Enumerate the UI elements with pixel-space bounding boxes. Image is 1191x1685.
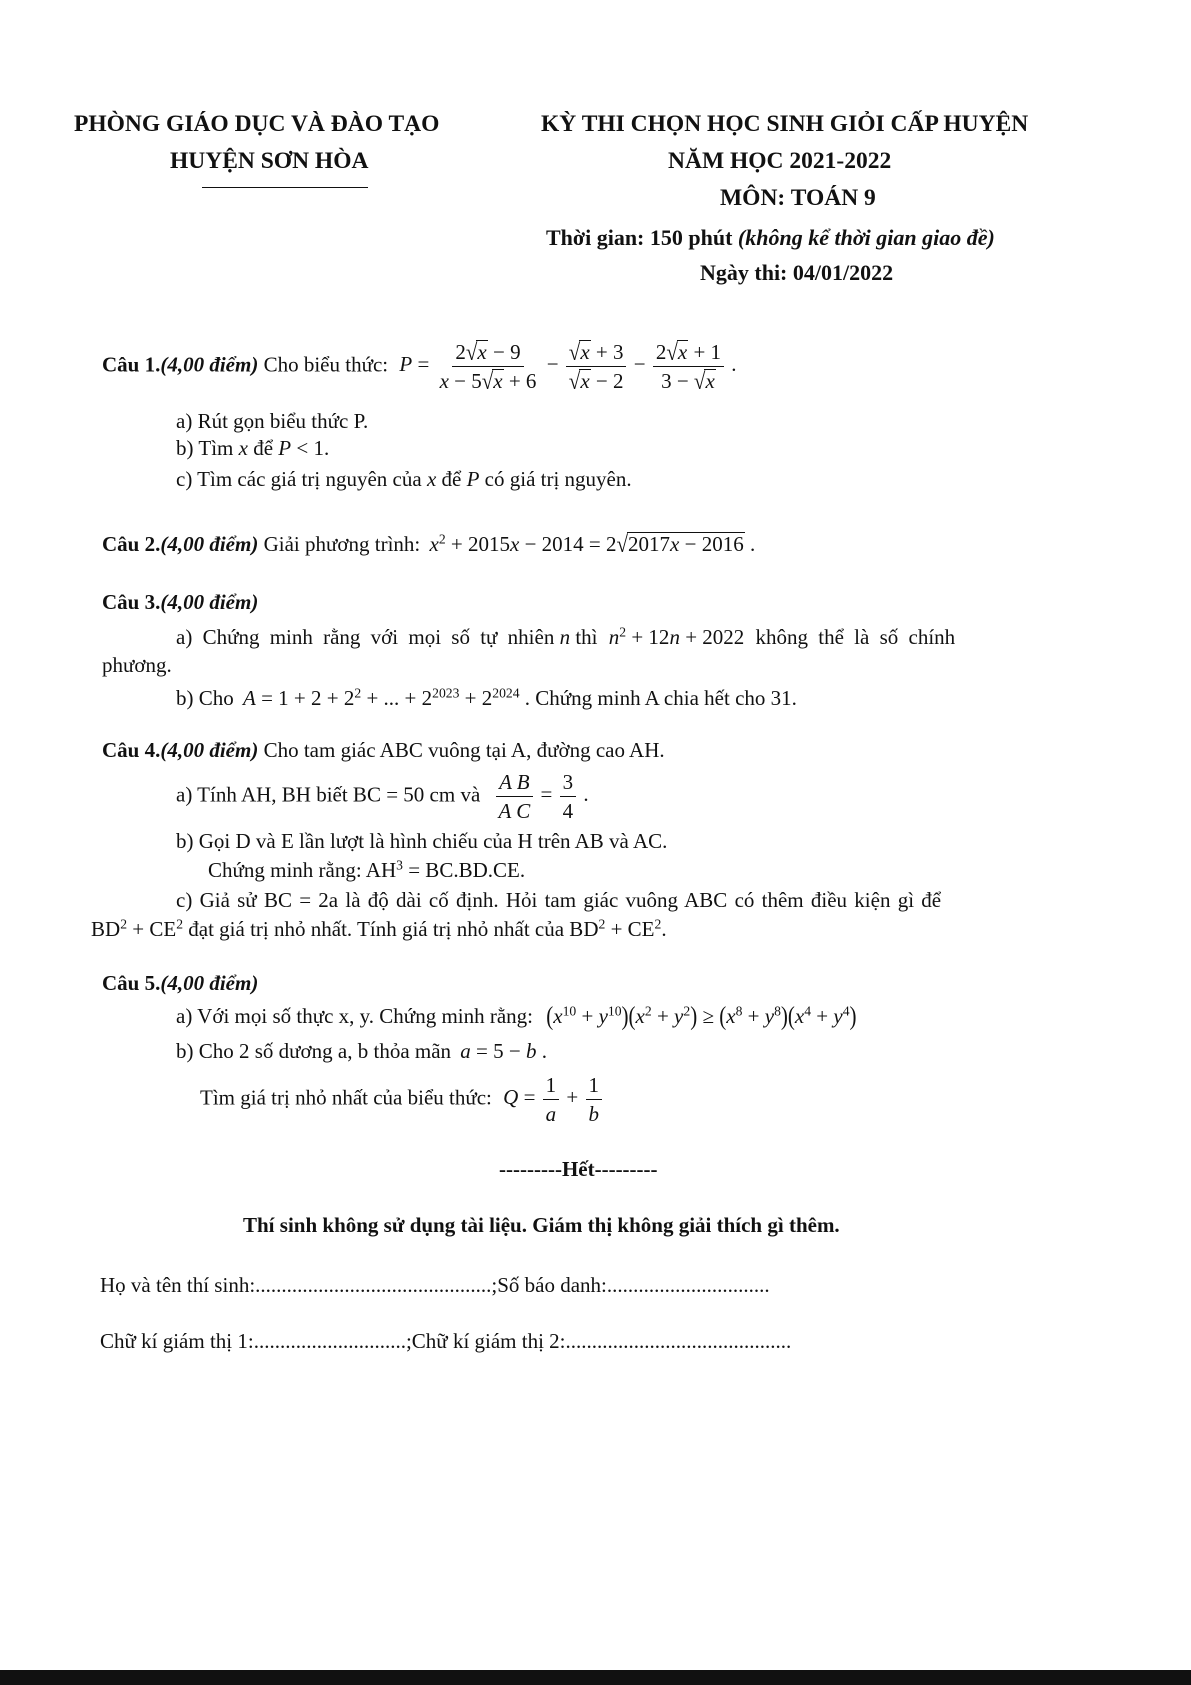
q3-label: Câu 3.: [102, 590, 161, 614]
q1-line: [102, 340, 737, 393]
candidate-name-line: Họ và tên thí sinh:.............................................;Số báo danh:...............................: [100, 1273, 770, 1297]
district-name: HUYỆN SƠN HÒA: [170, 148, 369, 174]
q4-c2-d: + CE: [605, 917, 655, 941]
q5-part-c: [200, 1073, 604, 1126]
q2-points: (4,00 điểm): [160, 532, 259, 556]
q5-part-a: [176, 1000, 857, 1031]
q3-points: (4,00 điểm): [160, 590, 259, 614]
q1-part-a: a) Rút gọn biểu thức P.: [176, 409, 369, 433]
q3-part-a: a) Chứng minh rằng với mọi số tự nhiên n thì $n^2 + 12n + 2022$ không thể là số chính: [176, 624, 956, 649]
q3-part-a-cont: phương.: [102, 653, 172, 677]
q2-lead: Giải phương trình:: [263, 532, 421, 556]
q5-a-pre: a) Với mọi số thực x, y. Chứng minh rằng:: [176, 1004, 534, 1028]
q5-c-pre: Tìm giá trị nhỏ nhất của biểu thức:: [200, 1085, 492, 1110]
q1-lead: Cho biểu thức:: [263, 352, 389, 377]
q3-b-expr: $A = 1 + 2 + 2^2$ + ... + $2^{2023} + 2^{2024}$: [243, 685, 520, 710]
q4-part-b2: Chứng minh rằng: $AH^3 = BC.BD.CE$.: [208, 857, 526, 882]
exam-time: [546, 225, 995, 251]
q1-b-mid: để: [253, 436, 274, 460]
q4-c2-c: đạt giá trị nhỏ nhất. Tính giá trị nhỏ nhất của BD: [183, 917, 599, 941]
q2-line: [102, 532, 755, 557]
q4-c2-e: .: [661, 917, 667, 941]
q4-lead: Cho tam giác ABC vuông tại A, đường cao AH.: [263, 738, 665, 762]
q2-equation: $x^2 + 2015x - 2014 = 2√2017x - 2016$ .: [429, 530, 756, 558]
q5-label: Câu 5.: [102, 971, 161, 995]
q5-b-pre: b) Cho 2 số dương a, b thỏa mãn: [176, 1039, 452, 1063]
supervisor-sign-line: Chữ kí giám thị 1:.............................;Chữ kí giám thị 2:...........................................: [100, 1329, 792, 1353]
q5-part-b: [176, 1039, 547, 1064]
q3-b-end: . Chứng minh A chia hết cho 31.: [524, 686, 797, 710]
q1-part-b: b) Tìm x để P < 1.: [176, 436, 330, 460]
header-divider: [202, 187, 368, 188]
q1-b-pre: b) Tìm: [176, 436, 234, 460]
q5-b-cond: a = 5 − b .: [460, 1039, 547, 1063]
q5-header: [102, 971, 258, 996]
q4-b2-pre: Chứng minh rằng: AH: [208, 858, 397, 882]
q3-part-b: [176, 686, 797, 711]
q4-c2-b: + CE: [127, 917, 177, 941]
q4-part-c1: c) Giả sử BC = 2a là độ dài cố định. Hỏi tam giác vuông ABC có thêm điều kiện gì để: [176, 888, 942, 912]
q1-label: Câu 1.: [102, 352, 161, 377]
q4-points: (4,00 điểm): [160, 738, 259, 762]
q1-c-pre: c) Tìm các giá trị nguyên của: [176, 467, 422, 491]
q4-part-c2: $BD^2 + CE^2$ đạt giá trị nhỏ nhất. Tính giá trị nhỏ nhất của $BD^2 + CE^2$.: [91, 916, 667, 941]
time-label: Thời gian: 150 phút: [546, 225, 733, 250]
time-note: (không kể thời gian giao đề): [737, 225, 995, 250]
q4-a-pre: a) Tính AH, BH biết BC = 50 cm và: [176, 782, 481, 807]
q4-label: Câu 4.: [102, 738, 161, 762]
end-marker: ---------Hết---------: [499, 1157, 658, 1181]
q1-c-end: có giá trị nguyên.: [484, 467, 632, 491]
candidate-note: Thí sinh không sử dụng tài liệu. Giám thị không giải thích gì thêm.: [243, 1213, 840, 1237]
exam-date: Ngày thi: 04/01/2022: [700, 260, 894, 285]
q2-label: Câu 2.: [102, 532, 161, 556]
q1-part-c: c) Tìm các giá trị nguyên của x để P có giá trị nguyên.: [176, 467, 632, 491]
q4-b2-end: = BC.BD.CE.: [402, 858, 526, 882]
q5-a-inequality: $(x^{10} + y^{10})(x^2 + y^2) \ge (x^8 + y^8)(x^4 + y^4)$: [546, 1000, 857, 1031]
q5-c-expr: Q = $\frac{1}{a}$ + $\frac{1}{b}$: [503, 1085, 604, 1109]
page-bottom-border: [0, 1670, 1191, 1685]
q4-a-ratio: $\frac{\text{A B}}{\text{A C}}$ = $\frac{3}{4}$ .: [494, 782, 589, 806]
q4-part-b1: b) Gọi D và E lần lượt là hình chiếu của H trên AB và AC.: [176, 829, 668, 853]
q3-b-pre: b) Cho: [176, 686, 234, 710]
subject: MÔN: TOÁN 9: [720, 185, 876, 211]
dept-name: PHÒNG GIÁO DỤC VÀ ĐÀO TẠO: [74, 111, 440, 137]
q3-a-pre: a) Chứng minh rằng với mọi số tự nhiên: [176, 625, 555, 649]
school-year: NĂM HỌC 2021-2022: [668, 148, 892, 174]
q4-c2-a: BD: [91, 917, 121, 941]
q5-points: (4,00 điểm): [160, 971, 259, 995]
exam-title: KỲ THI CHỌN HỌC SINH GIỎI CẤP HUYỆN: [541, 111, 1029, 137]
q4-part-a: [176, 770, 589, 823]
q1-points: (4,00 điểm): [160, 352, 259, 377]
q1-c-mid: để: [441, 467, 462, 491]
q3-a-end: không thể là số chính: [755, 625, 956, 649]
q3-header: [102, 590, 258, 615]
q3-a-expr: $n^2 + 12n + 2022$: [608, 624, 745, 649]
q3-a-mid: thì: [575, 625, 598, 649]
q4-line: [102, 738, 665, 763]
q1-expression: P = $\frac{2√x - 9}{x - 5√x + 6}$ − $\frac{√x + 3}{√x - 2}$ − $\frac{2√x + 1}{3 - √x}$ .: [399, 338, 737, 395]
